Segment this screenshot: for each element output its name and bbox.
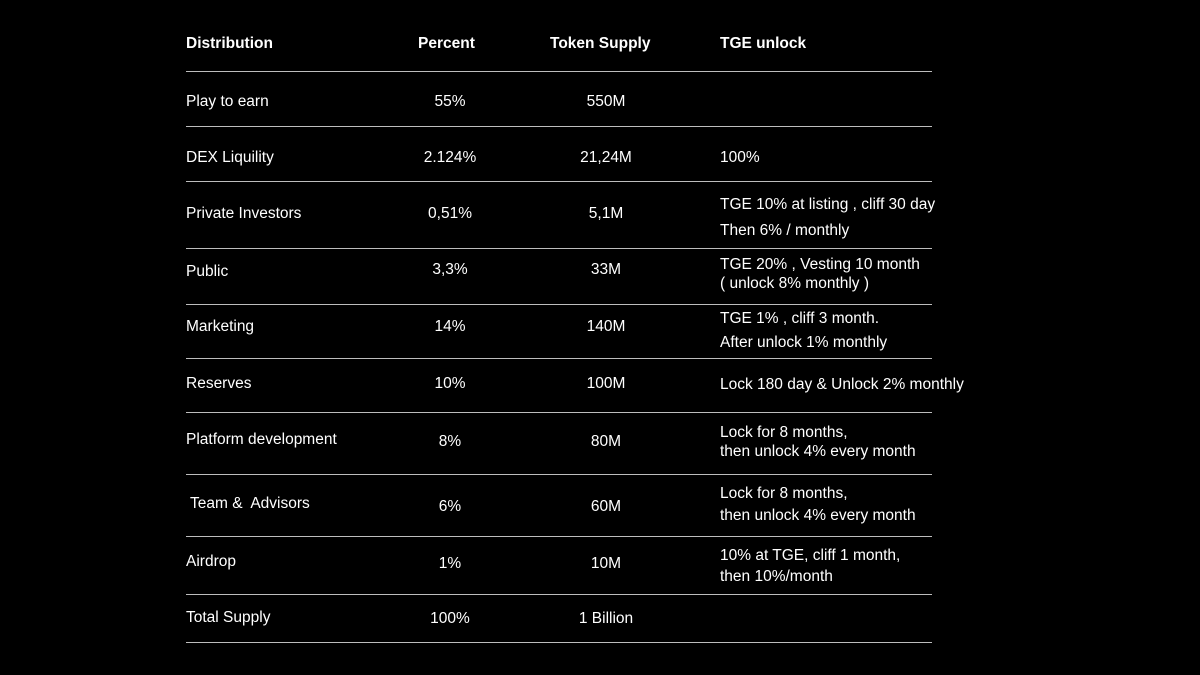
cell-distribution: Team & Advisors [186, 495, 310, 512]
header-percent: Percent [418, 35, 475, 52]
cell-distribution: Airdrop [186, 553, 236, 570]
table-row: Marketing 14% 140M TGE 1% , cliff 3 month. After unlock 1% monthly [186, 305, 932, 359]
table-row: Play to earn 55% 550M [186, 72, 932, 127]
tge-line-1: Lock for 8 months, [720, 424, 848, 441]
cell-tge [720, 307, 887, 355]
tge-line-1: 10% at TGE, cliff 1 month, [720, 547, 901, 564]
cell-tge [720, 255, 920, 293]
cell-tge [720, 423, 916, 461]
header-token-supply: Token Supply [550, 35, 651, 52]
tge-line-1: Lock 180 day & Unlock 2% monthly [720, 376, 964, 393]
tge-line-1: TGE 10% at listing , cliff 30 day [720, 196, 936, 213]
table-row: DEX Liquility 2.124% 21,24M 100% [186, 127, 932, 182]
table-row: Airdrop 1% 10M 10% at TGE, cliff 1 month, then 10%/month [186, 537, 932, 595]
table-row-total: Total Supply 100% 1 Billion [186, 595, 932, 643]
table-row: Private Investors 0,51% 5,1M TGE 10% at listing , cliff 30 day Then 6% / monthly [186, 182, 932, 249]
cell-distribution: Marketing [186, 318, 255, 335]
tge-line-1: TGE 1% , cliff 3 month. [720, 310, 880, 327]
cell-tge [720, 192, 935, 244]
table-row: Public 3,3% 33M TGE 20% , Vesting 10 month ( unlock 8% monthly ) [186, 249, 932, 305]
tge-line-2: After unlock 1% monthly [720, 334, 888, 351]
cell-tge [720, 483, 916, 527]
cell-distribution: Private Investors [186, 205, 302, 222]
table-row: Team & Advisors 6% 60M Lock for 8 months, then unlock 4% every month [186, 475, 932, 537]
tge-line-2: Then 6% / monthly [720, 222, 850, 239]
cell-distribution: Platform development [186, 431, 337, 448]
table-row: Platform development 8% 80M Lock for 8 months, then unlock 4% every month [186, 413, 932, 475]
cell-distribution: Reserves [186, 375, 252, 392]
tge-line-2: then unlock 4% every month [720, 443, 916, 460]
tge-line-2: then unlock 4% every month [720, 507, 916, 524]
tge-line-1: 100% [720, 149, 760, 166]
header-tge-unlock: TGE unlock [720, 35, 807, 52]
cell-distribution: DEX Liquility [186, 149, 274, 166]
cell-distribution: Total Supply [186, 609, 271, 626]
tge-line-1: Lock for 8 months, [720, 485, 848, 502]
cell-tge [720, 148, 760, 167]
tge-line-2: ( unlock 8% monthly ) [720, 275, 870, 292]
cell-tge [720, 375, 964, 394]
cell-tge [720, 545, 900, 587]
tge-line-1: TGE 20% , Vesting 10 month [720, 256, 920, 273]
cell-distribution: Public [186, 263, 229, 280]
table-row: Reserves 10% 100M Lock 180 day & Unlock 2% monthly [186, 359, 932, 413]
tge-line-2: then 10%/month [720, 568, 833, 585]
table-header [186, 0, 932, 72]
tokenomics-table [186, 0, 964, 643]
header-distribution: Distribution [186, 35, 273, 52]
cell-distribution: Play to earn [186, 93, 269, 110]
